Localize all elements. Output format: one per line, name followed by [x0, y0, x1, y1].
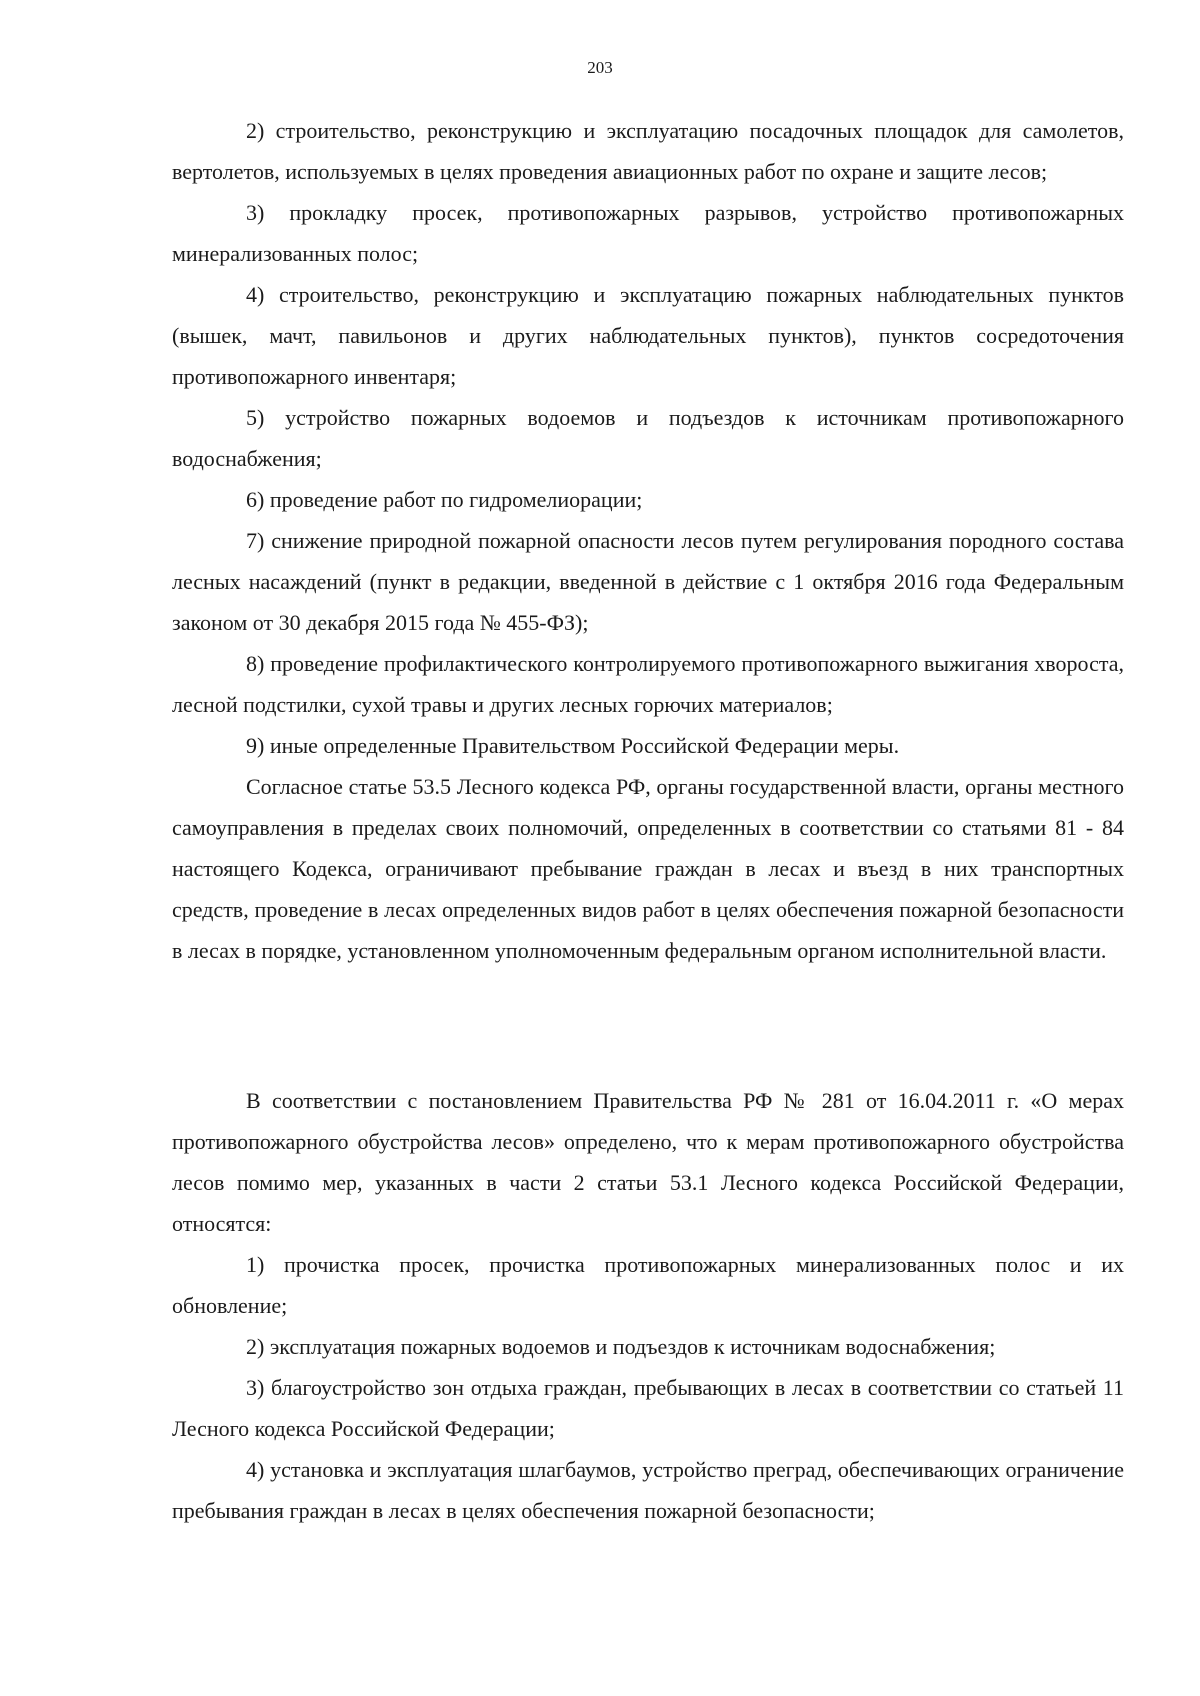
- paragraph-article-53-5: Согласное статье 53.5 Лесного кодекса РФ, органы государственной власти, органы местного самоуправления в пределах своих полномочий, определенных в соответствии со статьями 81 - 84 настоящего Кодекса, ограничивают пребывание граждан в лесах и въезд в них транспортных средств, проведение в лесах определенных видов работ в целях обеспечения пожарной безопасности в лесах в порядке, установленном уполномоченным федеральным органом исполнительной власти.: [172, 774, 1124, 963]
- paragraph-measure-3: 3) благоустройство зон отдыха граждан, пребывающих в лесах в соответствии со статьей 11 Лесного кодекса Российской Федерации;: [172, 1375, 1124, 1441]
- page-number: 203: [587, 58, 613, 77]
- paragraph-measure-2: 2) эксплуатация пожарных водоемов и подъездов к источникам водоснабжения;: [246, 1334, 996, 1359]
- text-section-1: [172, 110, 1124, 971]
- paragraph-item-3: 3) прокладку просек, противопожарных разрывов, устройство противопожарных минерализованных полос;: [172, 200, 1124, 266]
- paragraph-resolution-281: В соответствии с постановлением Правительства РФ № 281 от 16.04.2011 г. «О мерах противопожарного обустройства лесов» определено, что к мерам противопожарного обустройства лесов помимо мер, указанных в части 2 статьи 53.1 Лесного кодекса Российской Федерации, относятся:: [172, 1088, 1124, 1236]
- paragraph-item-9: 9) иные определенные Правительством Российской Федерации меры.: [246, 733, 900, 758]
- paragraph-measure-4: 4) установка и эксплуатация шлагбаумов, устройство преград, обеспечивающих ограничение пребывания граждан в лесах в целях обеспечения пожарной безопасности;: [172, 1457, 1124, 1523]
- paragraph-item-2: 2) строительство, реконструкцию и эксплуатацию посадочных площадок для самолетов, вертолетов, используемых в целях проведения авиационных работ по охране и защите лесов;: [172, 118, 1124, 184]
- paragraph-item-4: 4) строительство, реконструкцию и эксплуатацию пожарных наблюдательных пунктов (вышек, мачт, павильонов и других наблюдательных пунктов), пунктов сосредоточения противопожарного инвентаря;: [172, 282, 1124, 389]
- paragraph-item-7: 7) снижение природной пожарной опасности лесов путем регулирования породного состава лесных насаждений (пункт в редакции, введенной в действие с 1 октября 2016 года Федеральным законом от 30 декабря 2015 года № 455-ФЗ);: [172, 528, 1124, 635]
- paragraph-item-6: 6) проведение работ по гидромелиорации;: [246, 487, 643, 512]
- paragraph-item-8: 8) проведение профилактического контролируемого противопожарного выжигания хвороста, лесной подстилки, сухой травы и других лесных горючих материалов;: [172, 651, 1124, 717]
- paragraph-measure-1: 1) прочистка просек, прочистка противопожарных минерализованных полос и их обновление;: [172, 1252, 1124, 1318]
- paragraph-item-5: 5) устройство пожарных водоемов и подъездов к источникам противопожарного водоснабжения;: [172, 405, 1124, 471]
- text-section-2: [172, 1080, 1124, 1531]
